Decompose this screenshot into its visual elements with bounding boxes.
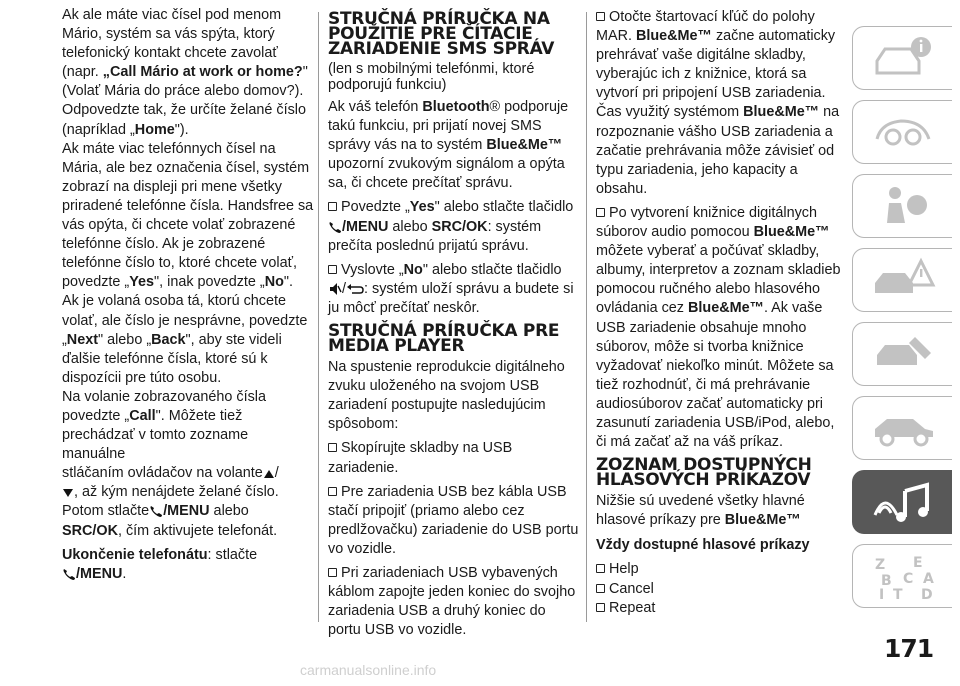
tab-car-service[interactable]	[852, 322, 952, 386]
car-info-icon	[871, 35, 937, 83]
heading-media-player: STRUČNÁ PRÍRUČKA PRE MEDIA PLAYER	[328, 321, 560, 357]
bullet-say-yes: Povedzte „Yes" alebo stlačte tlačidlo /MENU alebo SRC/OK: systém prečíta poslednú prijatú správu.	[328, 199, 574, 254]
column-divider	[318, 12, 319, 622]
svg-text:T: T	[893, 587, 903, 601]
svg-text:C: C	[903, 571, 914, 587]
command-item-cancel: Cancel	[596, 580, 844, 599]
phone-icon	[62, 567, 76, 581]
svg-text:B: B	[881, 573, 892, 589]
tab-airbag[interactable]	[852, 174, 952, 238]
checkbox-bullet-icon	[328, 443, 337, 452]
command-item-repeat: Repeat	[596, 599, 844, 618]
checkbox-bullet-icon	[328, 568, 337, 577]
bullet-usb-no-cable: Pre zariadenia USB bez kábla USB stačí pripojiť (priamo alebo cez predlžovačku) zariadenie do USB portu vo vozidle.	[328, 483, 579, 557]
bullet-usb-cable: Pri zariadeniach USB vybavených káblom zapojte jeden koniec do svojho zariadenia USB a druhý koniec do portu USB vo vozidle.	[328, 564, 576, 639]
checkbox-bullet-icon	[596, 584, 605, 593]
column-2	[328, 9, 580, 645]
heading-sms-reader: STRUČNÁ PRÍRUČKA NA POUŽITIE PRE ČÍTACIE ZARIADENIE SMS SPRÁV	[328, 9, 555, 59]
checkbox-bullet-icon	[328, 487, 337, 496]
tab-car-info[interactable]	[852, 26, 952, 90]
phone-icon	[328, 220, 342, 234]
checkbox-bullet-icon	[596, 564, 605, 573]
column-1	[62, 6, 314, 584]
checkbox-bullet-icon	[596, 208, 605, 217]
arrow-up-icon	[263, 468, 275, 480]
multimedia-icon	[871, 479, 937, 527]
column-3	[596, 8, 844, 618]
bullet-turn-key: Otočte štartovací kľúč do polohy MAR. Blue&Me™ začne automaticky prehrávať vaše digitálne skladby, vyberajúc ich z knižnice, ktorá sa vytvorí pri pripojení USB zariadenia. Čas využitý systémom Blue&Me™ na rozpoznanie vášho USB zariadenia a začatie prehrávania môže závisieť od typu zariadenia, jeho kapacity a obsahu.	[596, 9, 840, 197]
bullet-copy-tracks: Skopírujte skladby na USB zariadenie.	[328, 440, 513, 476]
checkbox-bullet-icon	[596, 603, 605, 612]
svg-text:I: I	[879, 587, 885, 601]
phone-icon	[149, 504, 163, 518]
checkbox-bullet-icon	[328, 265, 337, 274]
page-number: 171	[884, 634, 934, 663]
car-side-icon	[871, 405, 937, 453]
svg-text:D: D	[921, 587, 933, 601]
alphabet-index-icon	[871, 553, 937, 601]
heading-voice-commands: ZOZNAM DOSTUPNÝCH HLASOVÝCH PRÍKAZOV	[596, 455, 812, 491]
subheading-always-available: Vždy dostupné hlasové príkazy	[596, 537, 810, 554]
paragraph-voice-commands: Nižšie sú uvedené všetky hlavné hlasové príkazy pre Blue&Me™	[596, 493, 805, 529]
mute-icon	[328, 282, 342, 296]
paragraph-media: Na spustenie reprodukcie digitálneho zvuku uloženého na svojom USB zariadení postupujte nasledujúcim spôsobom:	[328, 359, 565, 433]
checkbox-bullet-icon	[596, 12, 605, 21]
watermark: carmanualsonline.info	[300, 662, 437, 678]
back-arrow-icon	[346, 284, 364, 296]
column-divider	[586, 12, 587, 622]
svg-text:E: E	[913, 555, 923, 571]
tab-car-side[interactable]	[852, 396, 952, 460]
subtitle-sms: (len s mobilnými telefónmi, ktoré podporujú funkciu)	[328, 61, 535, 93]
tab-car-breakdown[interactable]	[852, 248, 952, 312]
airbag-icon	[871, 183, 937, 231]
tab-multimedia[interactable]	[852, 470, 952, 534]
arrow-down-icon	[62, 487, 74, 499]
car-breakdown-icon	[871, 257, 937, 305]
tab-dashboard[interactable]	[852, 100, 952, 164]
paragraph-multiple-numbers: Ak ale máte viac čísel pod menom Mário, systém sa vás spýta, ktorý telefonický kontakt chcete zavolať (napr. „Call Mário at work or home?" (Volať Mária do práce alebo domov?). Odpovedzte tak, že určíte želané číslo (napríklad „Home"). Ak máte viac telefónnych čísel na Mária, ale bez označenia čísel, systém zobrazí na displeji pri mene všetky priradené telefónne čísla. Handsfree sa vás opýta, či chcete volať zobrazené telefónne číslo. Ak je zobrazené telefónne číslo to, ktoré chcete volať, povedzte „Yes", inak povedzte „No". Ak je volaná osoba tá, ktorú chcete volať, ale číslo je nesprávne, povedzte „Next" alebo „Back", aby ste videli ďalšie telefónne čísla, ktoré sú k dispozícii pre túto osobu. Na volanie zobrazovaného čísla povedzte „Call". Môžete tiež prechádzať v tomto zozname manuálne stláčaním ovládačov na volante / , až kým nenájdete želané číslo. Potom stlačte /MENU alebo SRC/OK, čím aktivujete telefonát.	[62, 7, 314, 539]
bullet-library: Po vytvorení knižnice digitálnych súborov audio pomocou Blue&Me™ môžete vyberať a počúvať skladby, albumy, interpretov a zoznam skladieb pomocou ručného alebo hlasového ovládania cez Blue&Me™. Ak vaše USB zariadenie obsahuje mnoho súborov, môže si tvorba knižnice vyžadovať niekoľko minút. Môžete sa tiež rozhodnúť, či má prehrávanie audiosúborov začať automaticky pri zasunutí zariadenia USB/iPod, alebo, či má začať až na váš príkaz.	[596, 204, 841, 451]
command-item-help: Help	[596, 560, 844, 579]
car-service-icon	[871, 331, 937, 379]
checkbox-bullet-icon	[328, 202, 337, 211]
chapter-tabs	[852, 20, 952, 620]
bullet-say-no: Vyslovte „No" alebo stlačte tlačidlo / : systém uloží správu a budete si ju môcť prečítať neskôr.	[328, 261, 574, 316]
paragraph-end-call: Ukončenie telefonátu: stlačte /MENU.	[62, 546, 258, 582]
svg-text:A: A	[923, 571, 934, 587]
dashboard-icon	[871, 109, 937, 157]
tab-index[interactable]	[852, 544, 952, 608]
paragraph-sms: Ak váš telefón Bluetooth® podporuje takú funkciu, pri prijatí novej SMS správy vás na to systém Blue&Me™ upozorní zvukovým signálom a opýta sa, či chcete prečítať správu.	[328, 99, 569, 192]
svg-text:Z: Z	[875, 557, 886, 573]
